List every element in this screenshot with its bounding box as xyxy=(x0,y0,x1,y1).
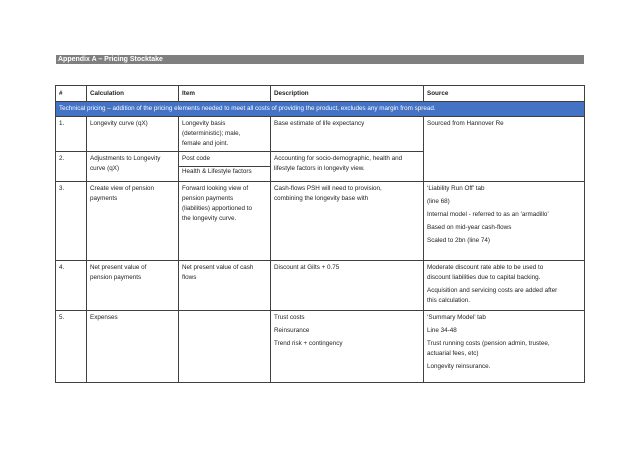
cell-text: Moderate discount rate able to be used to xyxy=(427,264,544,271)
item-cell xyxy=(179,311,271,383)
cell-text: Longevity curve (qX) xyxy=(90,120,148,127)
item-cell xyxy=(179,261,271,311)
source-cell xyxy=(424,311,585,383)
description-cell xyxy=(271,311,424,383)
cell-text: female and joint. xyxy=(182,140,229,147)
cell-text: Adjustments to Longevity xyxy=(90,155,161,162)
cell-text: Expenses xyxy=(90,314,118,321)
row-number: 1. xyxy=(56,117,87,152)
calculation-cell xyxy=(87,152,179,182)
source-cell xyxy=(424,182,585,261)
cell-text: ‘Liability Run Off’ tab xyxy=(427,185,485,192)
description-cell xyxy=(271,152,424,182)
column-header-number: # xyxy=(56,86,87,102)
cell-text: Accounting for socio-demographic, health and xyxy=(274,155,403,162)
cell-text: Longevity basis xyxy=(182,120,226,127)
row-number: 5. xyxy=(56,311,87,383)
cell-text: Base estimate of life expectancy xyxy=(274,120,365,127)
cell-text: Net present value of xyxy=(90,264,147,271)
cell-text: Trust costs xyxy=(274,314,305,321)
cell-text: (line 68) xyxy=(427,198,450,205)
cell-text: pension payments xyxy=(182,195,234,202)
cell-text: Trust running costs (pension admin, trustee, xyxy=(427,340,550,347)
calculation-cell xyxy=(87,311,179,383)
cell-text: Scaled to 2bn (line 74) xyxy=(427,237,491,244)
cell-text: lifestyle factors in longevity view. xyxy=(274,165,365,172)
cell-text: combining the longevity base with xyxy=(274,195,369,202)
column-header-source: Source xyxy=(424,86,585,102)
item-cell xyxy=(179,152,271,182)
appendix-heading: Appendix A – Pricing Stocktake xyxy=(56,55,584,64)
cell-text: discount liabilities due to capital backing. xyxy=(427,274,541,281)
table-header-row xyxy=(56,86,585,102)
item-cell xyxy=(179,182,271,261)
cell-text: Net present value of cash xyxy=(182,264,254,271)
item-cell xyxy=(179,117,271,152)
source-cell xyxy=(424,117,585,182)
cell-text: Create view of pension xyxy=(90,185,155,192)
row-number: 4. xyxy=(56,261,87,311)
cell-text: Acquisition and servicing costs are added after xyxy=(427,287,558,294)
cell-text: (liabilities) apportioned to xyxy=(182,205,253,212)
table-row xyxy=(56,117,585,152)
cell-text: curve (qX) xyxy=(90,165,120,172)
table-row xyxy=(56,261,585,311)
source-cell xyxy=(424,261,585,311)
cell-text: payments xyxy=(90,195,118,202)
cell-text: Cash-flows PSH will need to provision, xyxy=(274,185,382,192)
row-number: 2. xyxy=(56,152,87,182)
cell-text: ‘Summary Model’ tab xyxy=(427,314,486,321)
cell-text: Health & Lifestyle factors xyxy=(179,166,270,177)
column-header-description: Description xyxy=(271,86,424,102)
table-row xyxy=(56,182,585,261)
pricing-stocktake-table xyxy=(55,85,585,383)
cell-text: flows xyxy=(182,274,197,281)
calculation-cell xyxy=(87,182,179,261)
calculation-cell xyxy=(87,261,179,311)
column-header-item: Item xyxy=(179,86,271,102)
column-header-calculation: Calculation xyxy=(87,86,179,102)
cell-text: Forward looking view of xyxy=(182,185,249,192)
cell-text: (deterministic); male, xyxy=(182,130,241,137)
cell-text: the longevity curve. xyxy=(182,215,237,222)
description-cell xyxy=(271,261,424,311)
description-cell xyxy=(271,117,424,152)
cell-text: Discount at Gilts + 0.75 xyxy=(274,264,340,271)
cell-text: Internal model - referred to as an ‘armadillo’ xyxy=(427,211,549,218)
cell-text: actuarial fees, etc) xyxy=(427,350,479,357)
table-row xyxy=(56,311,585,383)
cell-text: Reinsurance xyxy=(274,327,310,334)
cell-text: Based on mid-year cash-flows xyxy=(427,224,512,231)
cell-text: this calculation. xyxy=(427,297,471,304)
cell-text: Sourced from Hannover Re xyxy=(427,120,504,127)
cell-text: pension payments xyxy=(90,274,142,281)
cell-text: Line 34-48 xyxy=(427,327,457,334)
calculation-cell xyxy=(87,117,179,152)
cell-text: Post code xyxy=(182,155,211,162)
cell-text: Trend risk + contingency xyxy=(274,340,343,347)
description-cell xyxy=(271,182,424,261)
technical-pricing-band: Technical pricing – addition of the pricing elements needed to meet all costs of providing the product, excludes any margin from spread. xyxy=(56,102,585,117)
cell-text: Longevity reinsurance. xyxy=(427,363,491,370)
row-number: 3. xyxy=(56,182,87,261)
section-band-row xyxy=(56,102,585,117)
